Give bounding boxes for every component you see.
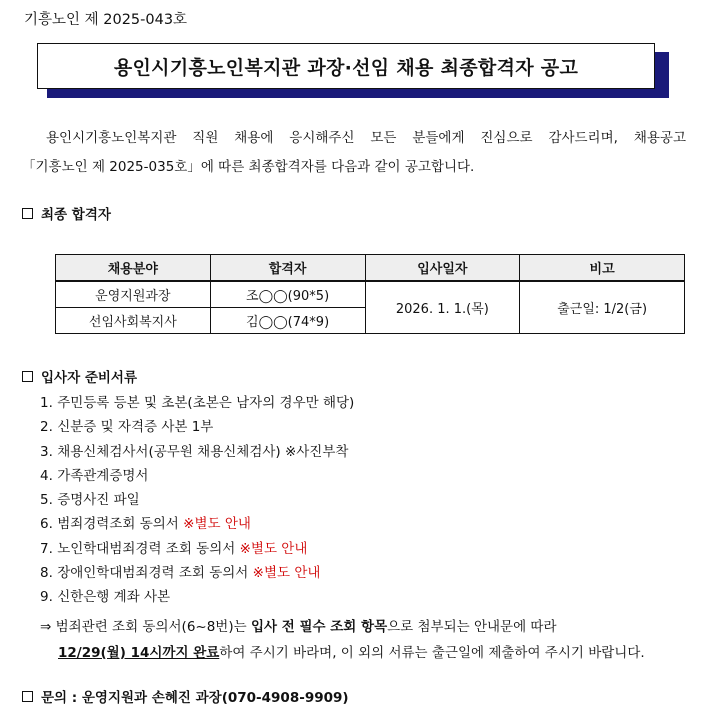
header-remark: 비고	[520, 255, 685, 282]
intro-paragraph	[22, 124, 686, 182]
note-line-2: 12/29(월) 14시까지 완료하여 주시기 바라며, 이 외의 서류는 출근일에 제출하여 주시기 바랍니다.	[58, 645, 645, 661]
inquiry-line	[22, 686, 349, 706]
document-number: 기흥노인 제 2025-043호	[24, 12, 188, 28]
required-check-text: 입사 전 필수 조회 항목	[250, 619, 388, 635]
section-docs-label: 입사자 준비서류	[41, 370, 137, 386]
cell-field: 운영지원과장	[56, 281, 211, 308]
list-item: 4. 가족관계증명서	[40, 467, 149, 484]
title-box	[37, 43, 655, 89]
separate-notice-badge: ※별도 안내	[239, 540, 308, 557]
deadline-text: 12/29(월) 14시까지 완료	[58, 645, 220, 661]
intro-line-2: 「기흥노인 제 2025-035호」에 따른 최종합격자를 다음과 같이 공고합니다.	[22, 159, 475, 175]
square-bullet-icon	[22, 691, 33, 702]
section-final-heading	[22, 203, 111, 223]
cell-field: 선임사회복지사	[56, 308, 211, 334]
list-item: 6. 범죄경력조회 동의서 ※별도 안내	[40, 516, 251, 533]
section-docs-heading	[22, 366, 137, 386]
table-header-row	[56, 255, 685, 282]
separate-notice-badge: ※별도 안내	[183, 516, 251, 533]
page-title: 용인시기흥노인복지관 과장·선임 채용 최종합격자 공고	[113, 56, 579, 79]
separate-notice-badge: ※별도 안내	[252, 565, 321, 582]
list-item: 1. 주민등록 등본 및 초본(초본은 남자의 경우만 해당)	[40, 395, 355, 411]
cell-remark: 출근일: 1/2(금)	[520, 281, 685, 334]
intro-line-1: 용인시기흥노인복지관 직원 채용에 응시해주신 모든 분들에게 진심으로 감사드리며, 채용공고	[46, 130, 686, 146]
header-field: 채용분야	[56, 255, 211, 282]
list-item: 8. 장애인학대범죄경력 조회 동의서 ※별도 안내	[40, 565, 321, 582]
header-date: 입사일자	[365, 255, 520, 282]
square-bullet-icon	[22, 371, 33, 382]
cell-start-date: 2026. 1. 1.(목)	[365, 281, 520, 334]
list-item: 3. 채용신체검사서(공무원 채용신체검사) ※사진부착	[40, 443, 349, 460]
list-item: 7. 노인학대범죄경력 조회 동의서 ※별도 안내	[40, 540, 308, 557]
cell-name: 김◯◯(74*9)	[210, 308, 365, 334]
section-final-label: 최종 합격자	[41, 207, 111, 223]
arrow-icon: ⇒	[40, 619, 52, 635]
documents-list	[40, 391, 354, 610]
submission-note	[40, 614, 686, 666]
table-row	[56, 281, 685, 308]
result-table	[55, 254, 685, 334]
inquiry-text: 문의 : 운영지원과 손혜진 과장(070-4908-9909)	[41, 690, 349, 706]
square-bullet-icon	[22, 208, 33, 219]
cell-name: 조◯◯(90*5)	[210, 281, 365, 308]
list-item: 9. 신한은행 계좌 사본	[40, 589, 171, 606]
list-item: 5. 증명사진 파일	[40, 492, 140, 509]
list-item: 2. 신분증 및 자격증 사본 1부	[40, 419, 214, 436]
note-line-1: ⇒ 범죄관련 조회 동의서(6~8번)는 입사 전 필수 조회 항목으로 첨부되는 안내문에 따라	[40, 619, 557, 635]
header-name: 합격자	[210, 255, 365, 282]
